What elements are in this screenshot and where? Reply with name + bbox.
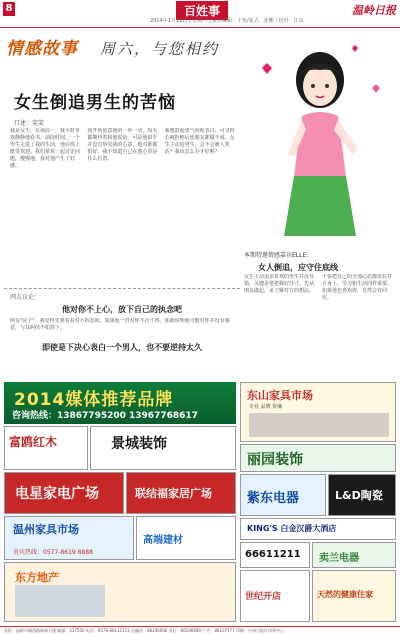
article-column: 我想鼓起勇气向他表白，可又担心被拒绝后连朋友都做不成。女生主动追男生，会不会被人笑话？我该怎么办才好呢？ bbox=[164, 128, 235, 155]
ad-hotel[interactable] bbox=[4, 562, 236, 622]
ad-phone: 66611211 bbox=[245, 549, 301, 560]
ad-fuou[interactable] bbox=[4, 426, 88, 470]
headline: 女生倒追男生的苦恼 bbox=[14, 93, 176, 113]
guest-column: 不要把自己的全部心思都放在对方身上，学习和生活同样重要。如果他也喜欢你，自然会有回应。 bbox=[322, 274, 393, 301]
ad-liyuan[interactable] bbox=[240, 444, 396, 472]
furniture-image bbox=[249, 413, 389, 437]
page-number: 8 bbox=[3, 2, 15, 16]
sub-section-label: 网友议论： bbox=[10, 294, 41, 301]
ad-building[interactable] bbox=[136, 516, 236, 560]
ad-kings-phone[interactable] bbox=[240, 542, 310, 568]
guest-column: 女生主动追求喜欢的男生并没有错，关键是要把握好分寸。先从朋友做起，多了解对方的想法。 bbox=[244, 274, 315, 294]
section-slogan: 周六，与您相约 bbox=[100, 40, 220, 58]
banner-phone: 咨询热线：13867795200 13967768617 bbox=[12, 411, 198, 421]
banner-title: 2014媒体推荐品牌 bbox=[14, 390, 174, 410]
article-column: 我开始留意他的一举一动，每天都期待着和他说话。可是他似乎并没有察觉我的心意，他对谁都很好，我不知道自己在他心里是什么位置。 bbox=[87, 128, 158, 162]
ad-title: 高端建材 bbox=[143, 535, 183, 546]
page-header bbox=[0, 0, 400, 28]
ad-ld[interactable] bbox=[328, 474, 396, 516]
ad-lianjie[interactable] bbox=[126, 472, 236, 514]
ad-title: 联结福家居广场 bbox=[135, 487, 212, 500]
ad-zidong[interactable] bbox=[240, 474, 326, 516]
guest-title: 女人倒追，应守住底线 bbox=[258, 263, 338, 272]
ad-title: 卖兰电器 bbox=[319, 553, 359, 564]
ad-title: 东山家具市场 bbox=[247, 389, 313, 402]
masthead-logo: 温岭日报 bbox=[352, 4, 396, 17]
article-body bbox=[10, 128, 238, 286]
ad-title: 富鸥红木 bbox=[9, 435, 58, 449]
ad-healthy-home[interactable] bbox=[312, 570, 396, 622]
illustration-woman bbox=[242, 28, 398, 248]
ad-title: L&D陶瓷 bbox=[335, 489, 383, 502]
footer: 社址：温岭市城西路新闻大楼 邮编：317500 电话：0576-86111111 总编办：86106666 发行：86106680 广告：86107777 印刷：台州日报社印务中心 bbox=[0, 626, 400, 634]
ad-title: 天然的健康住家 bbox=[317, 590, 373, 599]
ad-jingcheng[interactable] bbox=[90, 426, 236, 470]
ad-title: 东方地产 bbox=[15, 571, 59, 584]
guest-body bbox=[244, 274, 396, 352]
ad-title: 温州家具市场 bbox=[13, 523, 79, 536]
ad-title: KING'S 白金汉爵大酒店 bbox=[247, 524, 337, 533]
sub-headline: 即使是下决心表白一个男人，也不要逆持太久 bbox=[42, 343, 202, 352]
ad-meilan[interactable] bbox=[312, 542, 396, 568]
ad-phone: 贵宾热线：0577-8619 8888 bbox=[13, 549, 93, 556]
byline: 口述：笑笑 bbox=[14, 120, 45, 127]
ad-banner bbox=[4, 382, 236, 424]
ad-title: 丽园装饰 bbox=[247, 452, 303, 468]
ad-kings[interactable] bbox=[240, 518, 396, 540]
article-column: 我是女生，在读高一，我平时喜欢静静地看书，前段时间，一个男生走进了我的生活，他在班上挺受欢迎。我们常常一起讨论问题，慢慢地，我对他产生了好感。 bbox=[10, 128, 81, 169]
ad-shiji[interactable] bbox=[240, 570, 310, 622]
hero-article bbox=[4, 30, 238, 286]
ad-dianxing[interactable] bbox=[4, 472, 124, 514]
ad-wenzhou-furniture[interactable] bbox=[4, 516, 134, 560]
section-logo: 情感故事 bbox=[6, 39, 78, 59]
sub-headline: 他对你不上心，放下自己的执念吧 bbox=[62, 305, 182, 314]
ad-area bbox=[0, 382, 400, 628]
ad-title: 世纪开店 bbox=[245, 592, 282, 602]
issue-meta: 2014年1月11日 | 星期六 | 责任编辑：王艳/版式：张鹏 | 校对：江东 bbox=[150, 18, 304, 24]
ad-dongshan[interactable] bbox=[240, 382, 396, 442]
building-image bbox=[15, 585, 105, 617]
column-tag: 百姓事 bbox=[176, 1, 228, 20]
guest-caption: 本期特邀情感嘉宾ELLE: bbox=[244, 252, 309, 259]
netizen-section bbox=[4, 288, 240, 378]
sub-text: 网友"弦子"：我觉得先要看看对方的态度，如果他一直对你不冷不热，那就说明他可能对你并没有感觉，与其纠结不如放下。 bbox=[10, 318, 230, 331]
ad-title: 景城装饰 bbox=[111, 436, 167, 452]
ad-title: 电星家电广场 bbox=[15, 486, 99, 502]
ad-subtitle: 专业 品牌 价廉 bbox=[249, 404, 283, 410]
ad-title: 紫东电器 bbox=[247, 491, 300, 506]
